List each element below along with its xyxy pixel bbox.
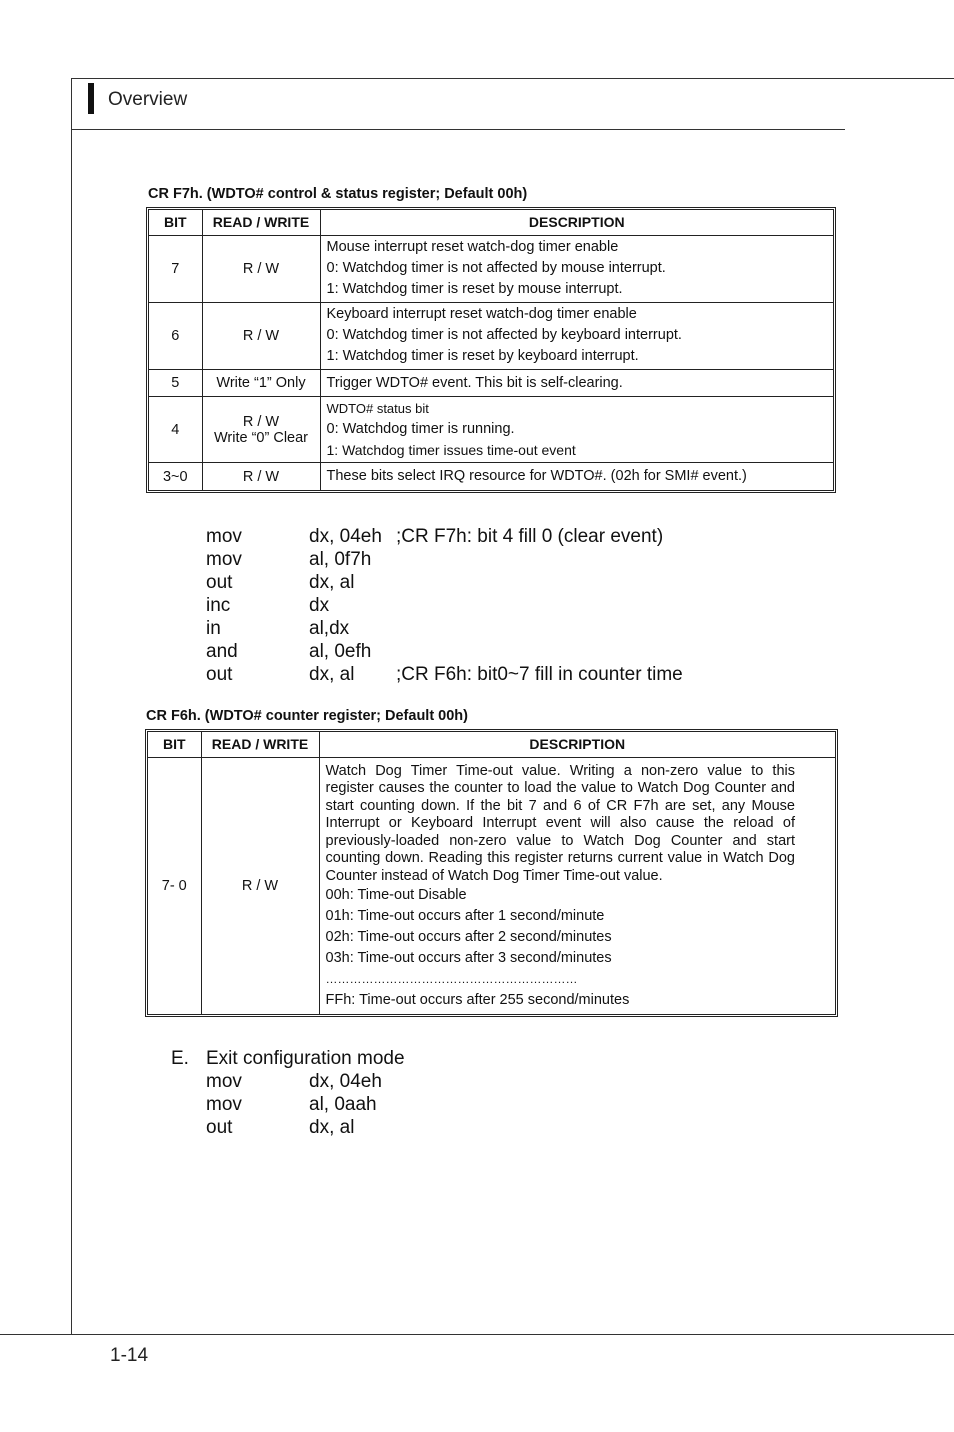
table1-header-rw: READ / WRITE <box>202 210 320 235</box>
desc-line: FFh: Time-out occurs after 255 second/minutes <box>325 992 630 1008</box>
code-op: out <box>206 1117 233 1138</box>
rw-cell <box>202 463 320 490</box>
code-arg: al,dx <box>309 618 350 639</box>
desc-cell <box>320 463 833 490</box>
desc-line: WDTO# status bit <box>326 401 429 417</box>
table2-header-desc: DESCRIPTION <box>319 732 835 757</box>
header-bottom-rule <box>71 129 845 130</box>
desc-line: 0: Watchdog timer is not affected by mouse interrupt. <box>326 260 666 277</box>
code-arg: al, 0aah <box>309 1094 377 1115</box>
bit-cell: 7 <box>149 235 202 302</box>
bit-cell: 3~0 <box>149 463 202 490</box>
code-op: mov <box>206 1071 242 1092</box>
desc-line: Trigger WDTO# event. This bit is self-clearing. <box>326 374 623 391</box>
code-comment: ;CR F7h: bit 4 fill 0 (clear event) <box>396 526 664 547</box>
rw-line: R / W <box>242 413 280 430</box>
rw-line: R / W <box>242 327 280 344</box>
code-op: out <box>206 572 233 593</box>
desc-line: Mouse interrupt reset watch-dog timer enable <box>326 239 619 256</box>
desc-cell <box>320 397 833 463</box>
code-line <box>206 663 766 686</box>
desc-line: These bits select IRQ resource for WDTO#. (02h for SMI# event.) <box>326 468 747 485</box>
left-margin-rule <box>71 78 72 1334</box>
bit-cell: 7- 0 <box>148 757 201 1014</box>
table2-header-rw: READ / WRITE <box>201 732 319 757</box>
rw-cell <box>202 235 320 302</box>
desc-line: 03h: Time-out occurs after 3 second/minutes <box>325 950 612 966</box>
desc-line: 1: Watchdog timer is reset by mouse interrupt. <box>326 281 623 298</box>
table1-register <box>146 207 836 493</box>
desc-line: Keyboard interrupt reset watch-dog timer enable <box>326 306 637 323</box>
table1-header-row <box>149 210 833 235</box>
code-line <box>206 640 766 663</box>
code-line <box>206 1116 606 1139</box>
code-op: in <box>206 618 221 639</box>
bit-cell: 6 <box>149 302 202 369</box>
code-arg: dx, al <box>309 572 355 593</box>
rw-line: Write “1” Only <box>216 375 306 392</box>
code-op: mov <box>206 1094 242 1115</box>
code-op: out <box>206 664 233 685</box>
section-e-title: Exit configuration mode <box>206 1048 405 1069</box>
desc-cell <box>320 302 833 369</box>
desc-line: 00h: Time-out Disable <box>325 887 467 903</box>
bit-cell: 5 <box>149 370 202 397</box>
code-arg: dx, 04eh <box>309 1071 382 1092</box>
code-op: and <box>206 641 238 662</box>
code-line <box>206 617 766 640</box>
code-line <box>206 1093 606 1116</box>
table-row <box>149 235 833 302</box>
table2-caption: CR F6h. (WDTO# counter register; Default 00h) <box>146 708 468 724</box>
code-block-2 <box>206 1070 606 1139</box>
table2-register <box>145 729 838 1017</box>
code-line <box>206 571 766 594</box>
desc-line: 1: Watchdog timer is reset by keyboard interrupt. <box>326 348 639 365</box>
code-op: inc <box>206 595 231 616</box>
section-e-label: E. <box>171 1048 189 1069</box>
header-top-rule <box>71 78 954 79</box>
desc-line: 02h: Time-out occurs after 2 second/minutes <box>325 929 612 945</box>
table1-header-bit: BIT <box>149 210 202 235</box>
table-row <box>149 463 833 490</box>
table-row <box>148 757 835 1014</box>
rw-cell: R / W <box>201 757 319 1014</box>
rw-cell <box>202 397 320 463</box>
code-op: mov <box>206 526 242 547</box>
code-op: mov <box>206 549 242 570</box>
code-line <box>206 1070 606 1093</box>
header-bar-marker <box>88 83 94 114</box>
section-e-heading <box>171 1047 571 1070</box>
code-line <box>206 594 766 617</box>
table1-header-desc: DESCRIPTION <box>320 210 833 235</box>
section-title: Overview <box>108 89 188 110</box>
rw-line: Write “0” Clear <box>214 429 308 446</box>
table2-header-bit: BIT <box>148 732 201 757</box>
desc-cell <box>319 757 835 1014</box>
footer-rule <box>0 1334 954 1335</box>
table1-caption: CR F7h. (WDTO# control & status register; Default 00h) <box>148 186 528 202</box>
rw-line: R / W <box>242 260 280 277</box>
desc-line: 0: Watchdog timer is running. <box>326 421 515 438</box>
code-arg: dx, al <box>309 664 355 685</box>
code-comment: ;CR F6h: bit0~7 fill in counter time <box>396 664 683 685</box>
table2-header-row <box>148 732 835 757</box>
rw-line: R / W <box>242 468 280 485</box>
desc-line: 1: Watchdog timer issues time-out event <box>326 442 576 459</box>
rw-cell <box>202 370 320 397</box>
desc-line: 0: Watchdog timer is not affected by keyboard interrupt. <box>326 327 682 344</box>
code-arg: dx, 04eh <box>309 526 382 547</box>
section-e-title-row <box>171 1047 571 1070</box>
code-arg: al, 0f7h <box>309 549 372 570</box>
code-line <box>206 548 766 571</box>
desc-line: 01h: Time-out occurs after 1 second/minute <box>325 908 605 924</box>
desc-paragraph: Watch Dog Timer Time-out value. Writing a non-zero value to this register causes the counter to load the value to Watch Dog Counter and start counting down. If the bit 7 and 6 of CR F7h are set, any Mouse Interrupt or Keyboard Interrupt event will also cause the reload of previously-loaded non-zero value to Watch Dog Counter and start counting down. Reading this register returns current value in Watch Dog Counter instead of Watch Dog Timer Time-out value. <box>325 762 795 884</box>
desc-line: ……………………………………………………… <box>325 972 578 986</box>
table-row <box>149 397 833 463</box>
table-row <box>149 302 833 369</box>
desc-cell <box>320 235 833 302</box>
code-block-1 <box>206 525 766 686</box>
code-arg: dx, al <box>309 1117 355 1138</box>
code-line <box>206 525 766 548</box>
page-number: 1-14 <box>110 1345 149 1366</box>
bit-cell: 4 <box>149 397 202 463</box>
rw-cell <box>202 302 320 369</box>
code-arg: al, 0efh <box>309 641 372 662</box>
desc-cell <box>320 370 833 397</box>
table-row <box>149 370 833 397</box>
code-arg: dx <box>309 595 330 616</box>
